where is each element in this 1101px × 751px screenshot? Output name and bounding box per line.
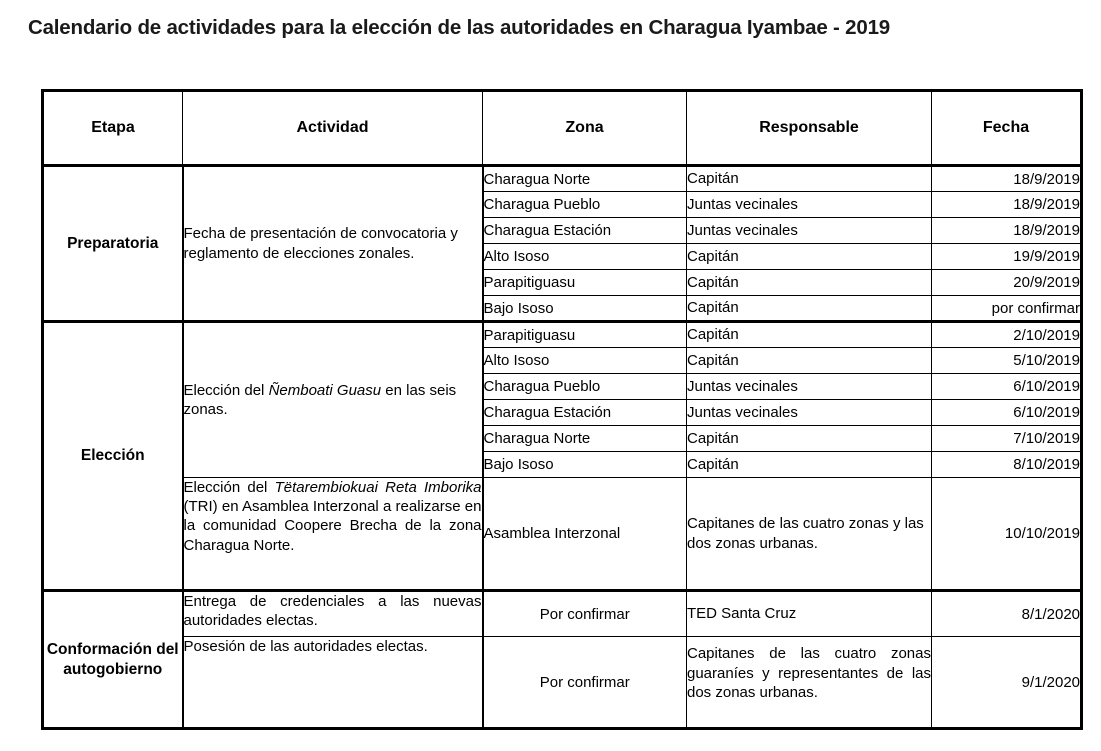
stage-label-preparatoria: Preparatoria <box>43 166 183 322</box>
responsible-cell: Capitán <box>687 270 932 296</box>
activity-text-pre: Elección del <box>183 381 269 399</box>
zone-cell: Alto Isoso <box>483 348 687 374</box>
activity-text-italic: Ñemboati Guasu <box>268 381 382 399</box>
zone-cell: Asamblea Interzonal <box>483 478 687 591</box>
responsible-cell: Capitán <box>687 296 932 322</box>
calendar-table-container <box>41 89 1080 730</box>
responsible-cell: Capitán <box>687 348 932 374</box>
activity-cell: Fecha de presentación de convocatoria y reglamento de elecciones zonales. <box>183 166 483 322</box>
date-cell: 19/9/2019 <box>932 244 1082 270</box>
column-header-zona: Zona <box>483 91 687 166</box>
zone-cell: Parapitiguasu <box>483 270 687 296</box>
zone-cell: Charagua Estación <box>483 218 687 244</box>
activity-cell: Entrega de credenciales a las nuevas autoridades electas. <box>183 591 483 637</box>
activity-cell <box>183 322 483 478</box>
activity-text-post: en las seis zonas. <box>183 381 457 418</box>
table-row <box>43 322 1082 348</box>
table-row <box>43 637 1082 729</box>
activity-cell <box>183 478 483 591</box>
table-row <box>43 591 1082 637</box>
responsible-cell: Capitán <box>687 452 932 478</box>
date-cell: 10/10/2019 <box>932 478 1082 591</box>
column-header-responsable: Responsable <box>687 91 932 166</box>
responsible-cell: Juntas vecinales <box>687 192 932 218</box>
date-cell: 7/10/2019 <box>932 426 1082 452</box>
column-header-fecha: Fecha <box>932 91 1082 166</box>
date-cell: por confirmar <box>932 296 1082 322</box>
responsible-cell: Capitán <box>687 244 932 270</box>
zone-cell: Alto Isoso <box>483 244 687 270</box>
zone-cell: Por confirmar <box>483 591 687 637</box>
date-cell: 2/10/2019 <box>932 322 1082 348</box>
zone-cell: Por confirmar <box>483 637 687 729</box>
responsible-cell: Capitán <box>687 166 932 192</box>
zone-cell: Bajo Isoso <box>483 452 687 478</box>
responsible-cell: Capitán <box>687 322 932 348</box>
date-cell: 18/9/2019 <box>932 166 1082 192</box>
responsible-cell: Capitanes de las cuatro zonas y las dos zonas urbanas. <box>687 478 932 591</box>
zone-cell: Charagua Estación <box>483 400 687 426</box>
responsible-cell: Capitanes de las cuatro zonas guaraníes y representantes de las dos zonas urbanas. <box>687 637 932 729</box>
date-cell: 9/1/2020 <box>932 637 1082 729</box>
responsible-cell: Capitán <box>687 426 932 452</box>
responsible-cell: Juntas vecinales <box>687 218 932 244</box>
table-header <box>43 91 1082 166</box>
date-cell: 18/9/2019 <box>932 218 1082 244</box>
date-cell: 8/10/2019 <box>932 452 1082 478</box>
table-body <box>43 166 1082 729</box>
table-row <box>43 166 1082 192</box>
zone-cell: Charagua Norte <box>483 166 687 192</box>
zone-cell: Parapitiguasu <box>483 322 687 348</box>
stage-label-eleccion: Elección <box>43 322 183 591</box>
date-cell: 18/9/2019 <box>932 192 1082 218</box>
column-header-actividad: Actividad <box>183 91 483 166</box>
page-title: Calendario de actividades para la elección de las autoridades en Charagua Iyambae - 2019 <box>28 16 890 39</box>
stage-label-conformacion: Conformación del autogobierno <box>43 591 183 729</box>
zone-cell: Charagua Pueblo <box>483 374 687 400</box>
activity-text-pre: Elección del <box>183 479 275 496</box>
activity-text-italic: Tëtarembiokuai Reta Imborika <box>274 479 482 496</box>
calendar-table <box>41 89 1083 730</box>
activity-cell: Posesión de las autoridades electas. <box>183 637 483 729</box>
date-cell: 20/9/2019 <box>932 270 1082 296</box>
column-header-etapa: Etapa <box>43 91 183 166</box>
date-cell: 5/10/2019 <box>932 348 1082 374</box>
responsible-cell: Juntas vecinales <box>687 400 932 426</box>
date-cell: 8/1/2020 <box>932 591 1082 637</box>
responsible-cell: TED Santa Cruz <box>687 591 932 637</box>
activity-text-post: (TRI) en Asamblea Interzonal a realizarse en la comunidad Coopere Brecha de la zona Charagua Norte. <box>183 498 482 554</box>
responsible-cell: Juntas vecinales <box>687 374 932 400</box>
date-cell: 6/10/2019 <box>932 374 1082 400</box>
date-cell: 6/10/2019 <box>932 400 1082 426</box>
table-row <box>43 478 1082 591</box>
zone-cell: Bajo Isoso <box>483 296 687 322</box>
zone-cell: Charagua Pueblo <box>483 192 687 218</box>
table-header-row <box>43 91 1082 166</box>
zone-cell: Charagua Norte <box>483 426 687 452</box>
